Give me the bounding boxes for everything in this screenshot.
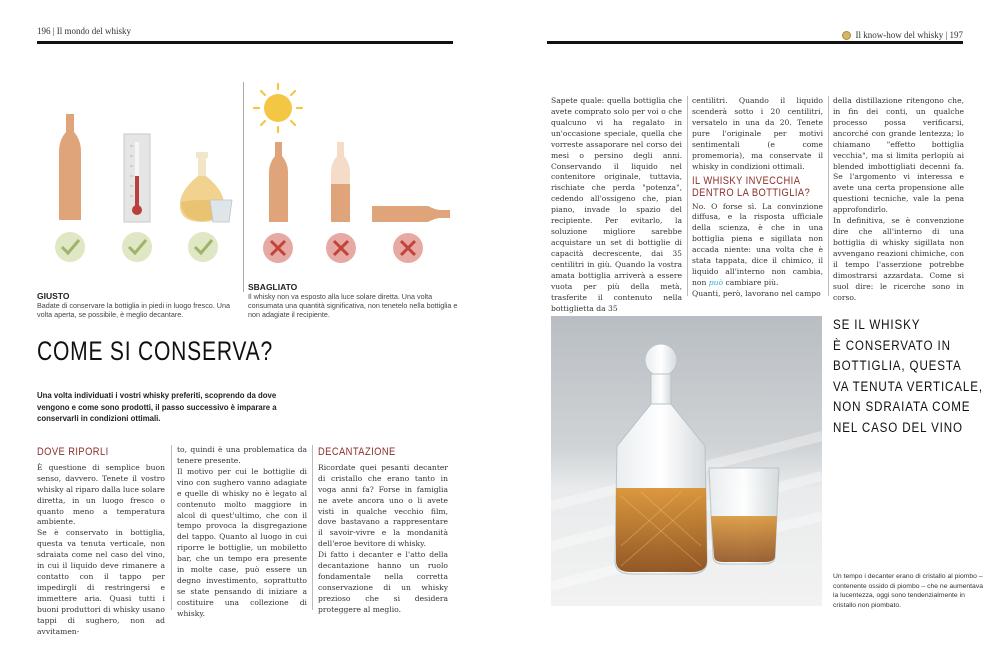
bottle-icon [269, 142, 288, 222]
right-column-3 [833, 96, 964, 304]
right-column-1 [551, 96, 682, 314]
emphasis-text: può [708, 278, 724, 287]
paragraph: della distillazione ritengono che, in fin dei conti, un qualche processo possa verificarsi, ancorché con grande lentezza; lo chiamano "effetto bottiglia vecchia", ma si limita perlopiù ai blended imbottigliati decenni fa. Se l'argomento vi interessa e avete una certa propensione alle questioni tecniche, vale la pena approfondirlo. [833, 96, 964, 215]
caption-sbagliato [248, 282, 458, 319]
check-icon [55, 232, 85, 262]
column-separator [828, 96, 829, 296]
decanter-photo-art [551, 316, 822, 606]
check-icon [188, 232, 218, 262]
paragraph: to, quindi è una problematica da tenere presente. [177, 445, 307, 465]
column-separator [171, 445, 172, 610]
glass-icon [210, 200, 232, 222]
caption-giusto-label: GIUSTO [37, 291, 70, 301]
cross-icon [263, 233, 293, 263]
paragraph: centilitri. Quando il liquido scenderà sotto i 20 centilitri, versatelo in una da 20. Tenete pure l'originale per motivi sentimentali (e come promemoria), ma conservate il whisky in condizioni ottimali. [692, 96, 823, 171]
paragraph: Il motivo per cui le bottiglie di vino con sughero vanno adagiate e quelle di whisky no è legato al contenuto molto maggiore in alcol di quest'ultimo, che con il tempo provoca la disgregazione del tappo. Quanto al luogo in cui riporre le bottiglie, un mobiletto bar, che un tempo era presente in molte case, può essere un degno investimento, soprattutto se state pensando di iniziare a costituire una collezione di whisky. [177, 466, 307, 618]
paragraph: Sapete quale: quella bottiglia che avete comprato solo per voi o che qualcuno vi ha regalato in un'occasione speciale, quella che vorreste assaporare nel corso dei mesi o persino degli anni. Conservando il liquido nel contenitore originale, tuttavia, rischiate che perda "potenza", cedendo all'ossigeno che, pian piano, invade lo spazio del recipiente. Per evitarlo, la soluzione migliore sarebbe acquistare un set di bottiglie di capacità decrescente, dai 35 centilitri in giù. Quando la vostra amata bottiglia arriverà a essere vuota per più della metà, trasferite il contenuto nella bottiglietta da 35 [551, 96, 682, 313]
paragraph: Se è conservato in bottiglia, questa va tenuta verticale, non sdraiata come nel caso del vino, in cui il liquido deve rimanere a contatto con il tappo per impedirgli di restringersi e immettere aria. Quasi tutti i buoni produttori di whisky usano tappi di sughero, non ad avvitamen- [37, 528, 165, 636]
column-separator [312, 445, 313, 610]
paragraph: È questione di semplice buon senso, davvero. Tenete il vostro whisky al riparo dalla luce solare diretta, in un luogo fresco o quanto meno a temperatura ambiente. [37, 462, 165, 527]
paragraph [692, 202, 823, 289]
column-separator [687, 96, 688, 296]
pull-quote-line: VA TENUTA VERTICALE, [833, 378, 983, 394]
section-heading-dove-riporli: DOVE RIPORLI [37, 446, 109, 458]
photo-caption: Un tempo i decanter erano di cristallo al piombo – contenente ossido di piombo – che ne aumentava la lucentezza, oggi sono tendenzialmente in cristallo non piombato. [833, 573, 984, 609]
paragraph: Di fatto i decanter e l'atto della decantazione hanno un ruolo fondamentale nella corretta conservazione di un whisky prezioso che si desidera proteggere al meglio. [318, 550, 448, 614]
left-running-header: 196 | Il mondo del whisky [37, 26, 132, 36]
whisky-logo-icon [842, 31, 851, 40]
paragraph-text: cambiare più. [723, 278, 779, 287]
caption-sbagliato-label: SBAGLIATO [248, 282, 298, 292]
bottle-icon [331, 142, 350, 222]
paragraph-text: No. O forse sì. La convinzione diffusa, e la risposta ufficiale della scienza, è che in una bottiglia piena e sigillata non accada niente: una volta che è stata tappata, dice il chimico, il liquido all'interno non cambia, non [692, 201, 823, 287]
caption-sbagliato-text: Il whisky non va esposto alla luce solare diretta. Una volta consumata una quantità significativa, non tenetelo nella bottiglia e non adagiate il recipiente. [248, 292, 458, 319]
decanter-photo [551, 316, 822, 606]
right-header-rule [547, 41, 963, 44]
intro-paragraph: Una volta individuati i vostri whisky preferiti, scoprendo da dove vengono e come sono prodotti, il passo successivo è imparare a conservarli in condizioni ottimali. [37, 391, 277, 424]
pull-quote-line: NEL CASO DEL VINO [833, 419, 963, 435]
section-heading-invecchia-line2: DENTRO LA BOTTIGLIA? [692, 187, 811, 199]
pull-quote [833, 315, 983, 438]
paragraph: In definitiva, se è convenzione dire che all'interno di una bottiglia di whisky sigillata non avvengano reazioni chimiche, con il tempo l'asserzione potrebbe dimostrarsi azzardata. Come si suol dire: le ricerche sono in corso. [833, 216, 964, 302]
pull-quote-line: SE IL WHISKY [833, 317, 921, 332]
left-column-3 [318, 445, 448, 616]
pull-quote-line: È CONSERVATO IN [833, 337, 951, 353]
right-column-2 [692, 96, 823, 300]
section-heading-decantazione: DECANTAZIONE [318, 446, 396, 458]
caption-giusto-text: Badate di conservare la bottiglia in piedi in luogo fresco. Una volta aperta, se possibile, è meglio decantare. [37, 301, 230, 319]
page-title: COME SI CONSERVA? [37, 336, 274, 366]
check-icon [122, 232, 152, 262]
caption-giusto [37, 291, 237, 319]
pull-quote-line: BOTTIGLIA, QUESTA [833, 358, 962, 374]
left-column-2 [177, 445, 307, 620]
left-header-rule [37, 41, 453, 44]
thermometer-icon [124, 134, 150, 222]
paragraph: Ricordate quei pesanti decanter di cristallo che erano tanto in voga anni fa? Forse in famiglia ne avete ancora uno o li avete visti in qualche vecchio film, dove bastavano a rappresentare il savoir-vivre e la mondanità dell'eroe bevitore di whisky. [318, 462, 448, 549]
left-column-1 [37, 445, 165, 638]
cross-icon [393, 233, 423, 263]
section-heading-invecchia-line1: IL WHISKY INVECCHIA [692, 175, 801, 188]
right-header-text: Il know-how del whisky | 197 [855, 30, 963, 40]
right-page [500, 0, 1000, 655]
bottle-lying-icon [372, 206, 450, 222]
illustration-divider [243, 82, 244, 292]
cross-icon [326, 233, 356, 263]
paragraph: Quanti, però, lavorano nel campo [692, 288, 821, 298]
bottle-icon [59, 114, 81, 220]
pull-quote-line: NON SDRAIATA COME [833, 399, 971, 415]
sun-icon [254, 84, 302, 132]
